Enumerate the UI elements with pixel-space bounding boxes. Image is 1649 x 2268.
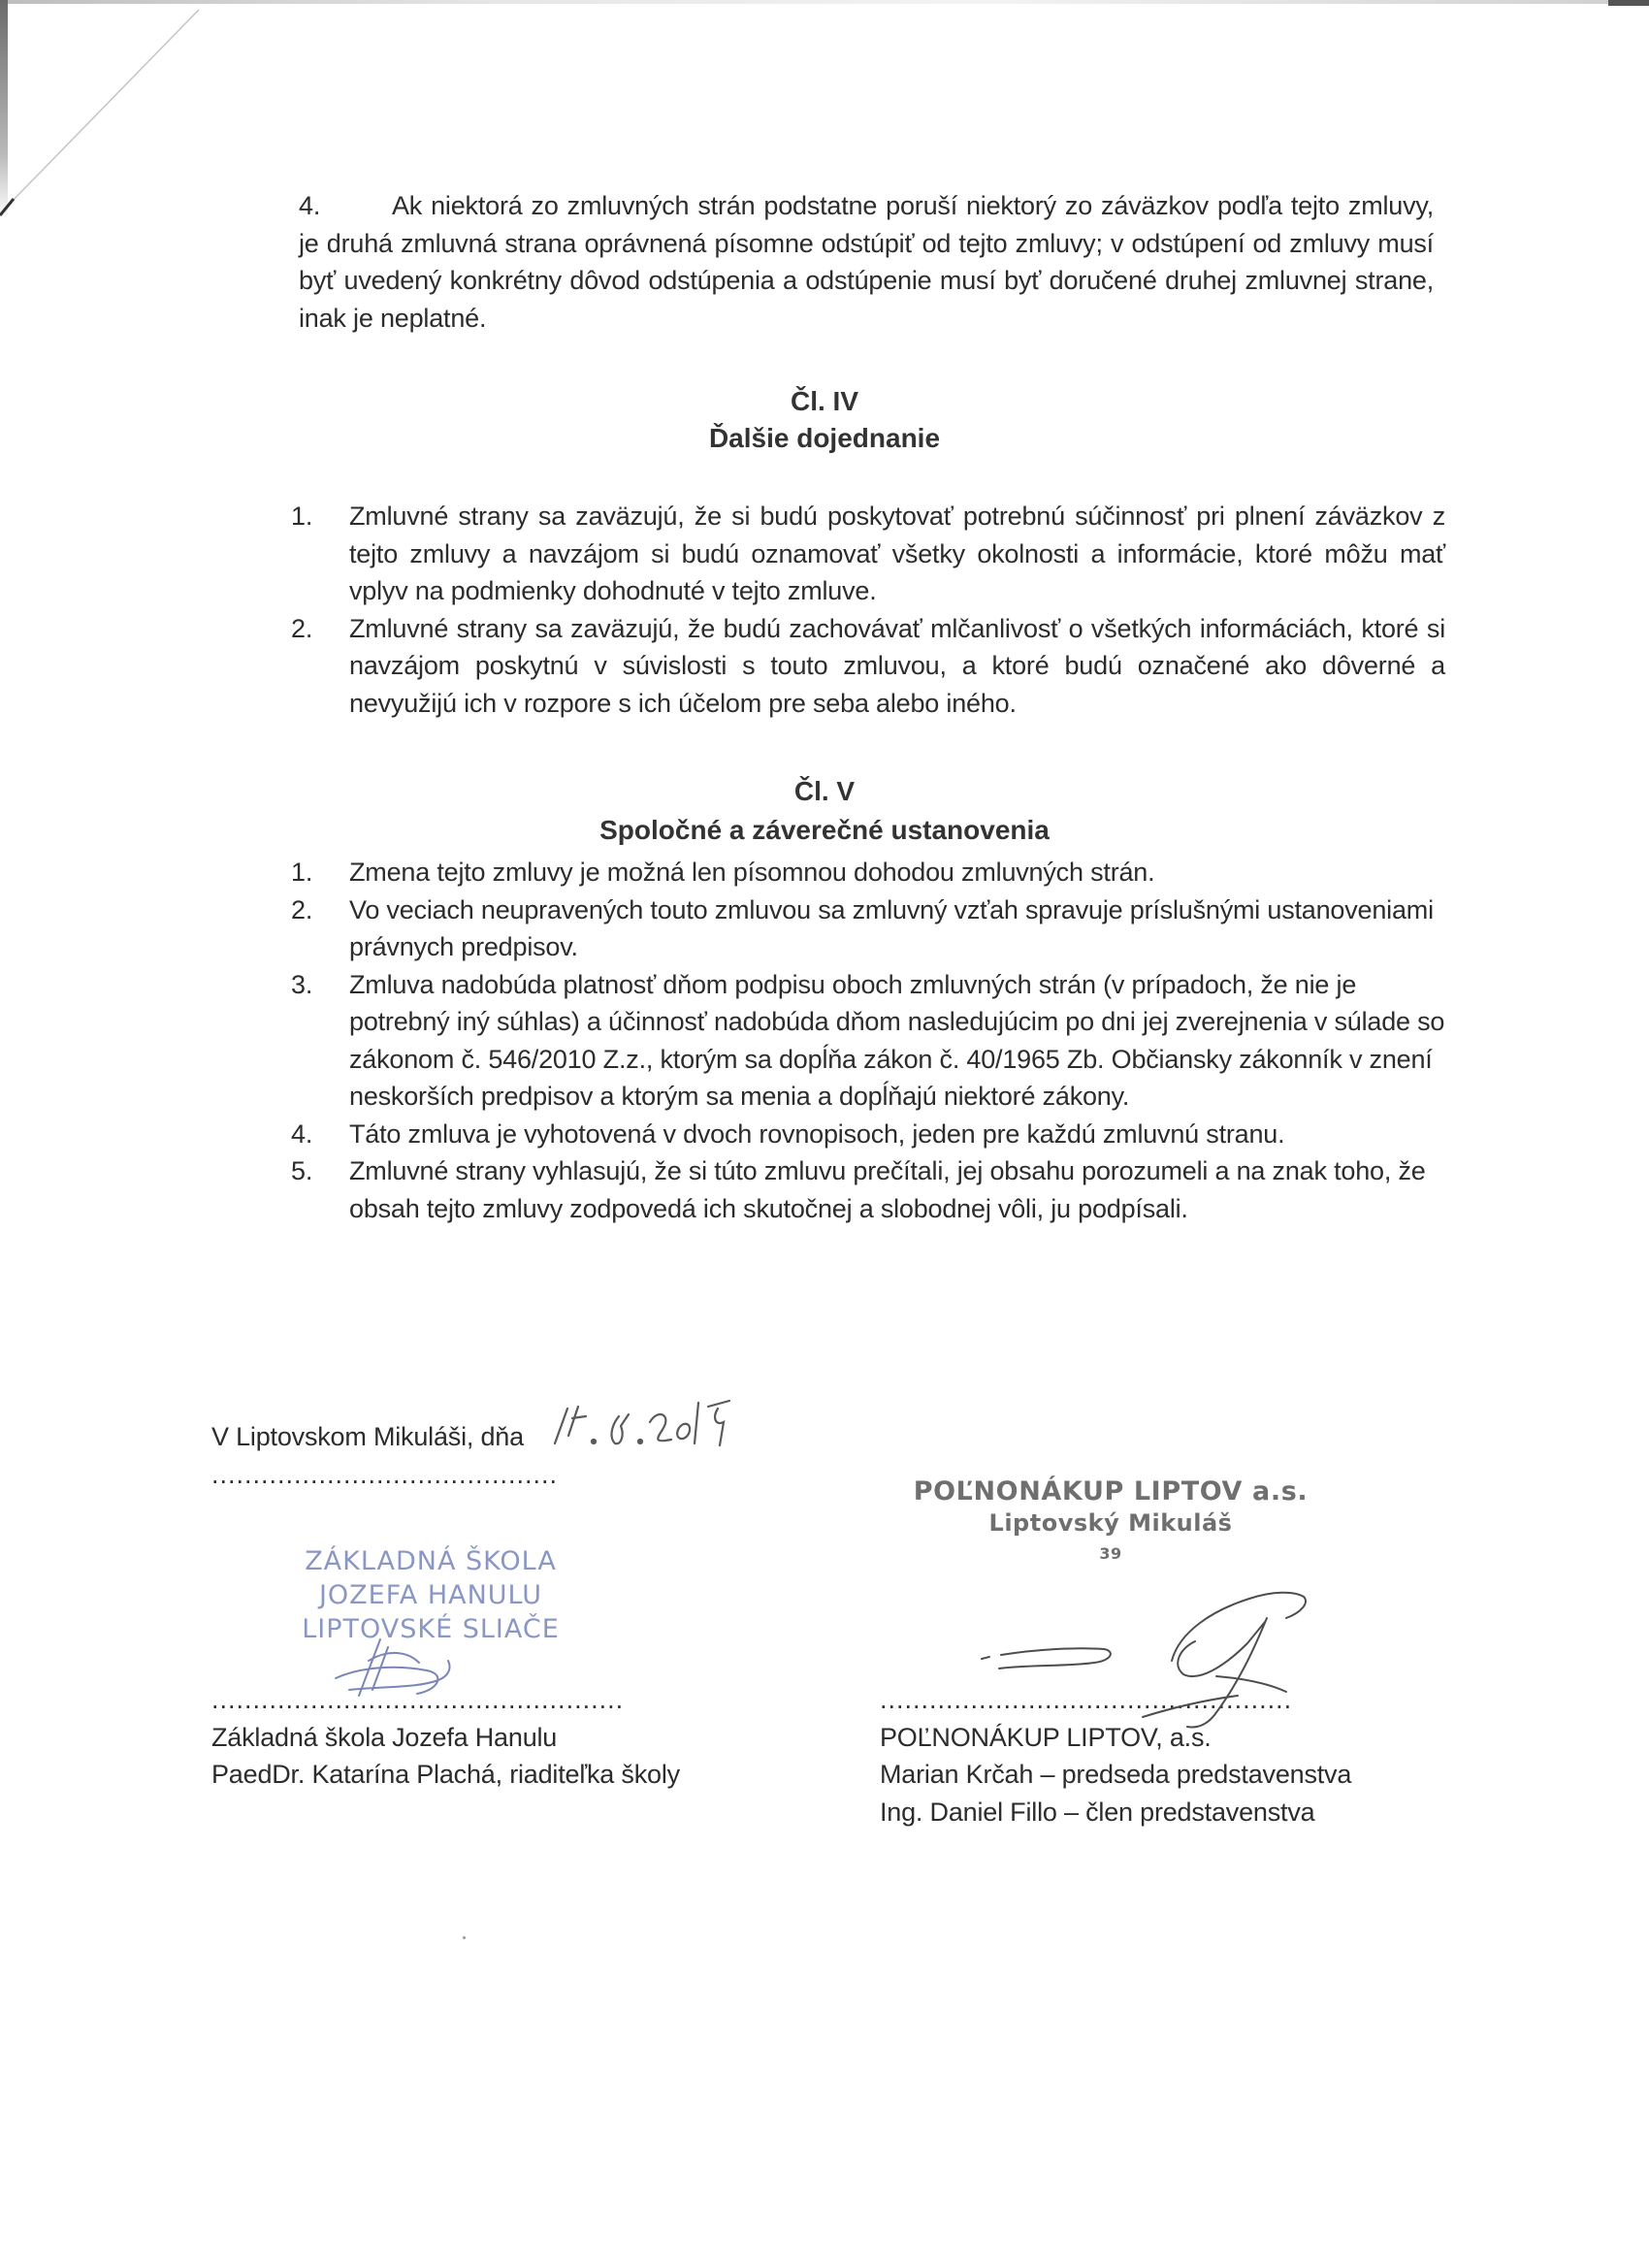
scan-edge-top: [0, 0, 1649, 4]
signing-place-line: [211, 1418, 755, 1493]
list-item: [291, 891, 1445, 966]
item-text: Zmluvné strany vyhlasujú, že si túto zmluvu prečítali, jej obsahu porozumeli a na znak toho, že obsah tejto zmluvy zodpovedá ich skutočnej a slobodnej vôli, ju podpísali.: [349, 1156, 1426, 1223]
signature-dotted-line: ..................................................: [880, 1685, 1293, 1714]
point-number: 4.: [299, 191, 321, 220]
signatory-org: POĽNONÁKUP LIPTOV, a.s.: [880, 1722, 1212, 1752]
scan-speck: [463, 1936, 466, 1939]
item-number: 5.: [291, 1156, 313, 1185]
signing-place: V Liptovskom Mikuláši, dňa: [211, 1422, 524, 1451]
item-number: 3.: [291, 969, 313, 999]
date-dotted-line: ..........................................: [211, 1459, 559, 1489]
point-text: Ak niektorá zo zmluvných strán podstatne poruší niektorý zo záväzkov podľa tejto zmluvy, je druhá zmluvná strana oprávnená písomne odstúpiť od tejto zmluvy; v odstúpení od zmluvy musí byť uvedený konkrétny dôvod odstúpenia a odstúpenie musí byť doručené druhej zmluvnej strane, inak je neplatné.: [299, 191, 1434, 333]
item-text: Zmluvné strany sa zaväzujú, že si budú poskytovať potrebnú súčinnosť pri plnení záväzkov z tejto zmluvy a navzájom si budú oznamovať všetky okolnosti a informácie, ktoré môžu mať vplyv na podmienky dohodnuté v tejto zmluve.: [349, 502, 1445, 605]
stamp-line: LIPTOVSKÉ SLIAČE: [302, 1614, 560, 1644]
signatory-person: Marian Krčah – predseda predstavenstva: [880, 1760, 1352, 1789]
stamp-line: Liptovský Mikuláš: [988, 1509, 1233, 1537]
article4-number: Čl. IV: [790, 386, 858, 416]
stamp-line: ZÁKLADNÁ ŠKOLA: [305, 1546, 557, 1576]
article5-list: [291, 854, 1445, 1227]
list-item: [291, 854, 1445, 891]
item-text: Zmluva nadobúda platnosť dňom podpisu oboch zmluvných strán (v prípadoch, že nie je potrebný iný súhlas) a účinnosť nadobúda dňom nasledujúcim po dni jej zverejnenia v súlade so zákonom č. 546/2010 Z.z., ktorým sa dopĺňa zákon č. 40/1965 Zb. Občiansky zákonník v znení neskorších predpisov a ktorým sa menia a dopĺňajú niektoré zákony.: [349, 969, 1445, 1111]
list-item: [291, 1152, 1445, 1227]
item-number: 2.: [291, 613, 313, 643]
article3-point4: [299, 187, 1434, 337]
stamp-line: 39: [1099, 1544, 1122, 1563]
signatory-org: Základná škola Jozefa Hanulu: [211, 1722, 558, 1752]
signatory-right: [880, 1681, 1481, 1831]
company-stamp: [902, 1476, 1319, 1570]
list-item: [291, 610, 1445, 723]
item-number: 1.: [291, 858, 313, 887]
school-stamp: [285, 1544, 576, 1646]
signatory-left: [211, 1681, 793, 1794]
page-fold-mark: [0, 0, 213, 223]
list-item: [291, 966, 1445, 1116]
list-item: [291, 498, 1445, 610]
item-text: Zmena tejto zmluvy je možná len písomnou dohodou zmluvných strán.: [349, 858, 1155, 887]
stamp-line: JOZEFA HANULU: [318, 1580, 543, 1610]
article4-title: Ďalšie dojednanie: [708, 423, 941, 453]
item-text: Vo veciach neupravených touto zmluvou sa zmluvný vzťah spravuje príslušnými ustanoveniami právnych predpisov.: [349, 894, 1434, 961]
item-number: 2.: [291, 894, 313, 924]
signature-dotted-line: ..................................................: [211, 1685, 625, 1714]
item-text: Zmluvné strany sa zaväzujú, že budú zachovávať mlčanlivosť o všetkých informáciách, ktoré si navzájom poskytnú v súvislosti s touto zmluvou, a ktoré budú označené ako dôverné a nevyužijú ich v rozpore s ich účelom pre seba alebo iného.: [349, 613, 1445, 718]
signatory-person: Ing. Daniel Fillo – člen predstavenstva: [880, 1797, 1315, 1827]
article5-number: Čl. V: [793, 776, 856, 806]
item-number: 4.: [291, 1118, 313, 1149]
stamp-line: POĽNONÁKUP LIPTOV a.s.: [913, 1476, 1309, 1507]
article5-title: Spoločné a záverečné ustanovenia: [599, 815, 1050, 845]
list-item: [291, 1116, 1445, 1153]
item-text: Táto zmluva je vyhotovená v dvoch rovnopisoch, jeden pre každú zmluvnú stranu.: [349, 1118, 1285, 1149]
signatory-person: PaedDr. Katarína Plachá, riaditeľka školy: [211, 1760, 680, 1789]
scan-corner-mark: [1608, 0, 1649, 6]
article4-list: [291, 498, 1445, 722]
item-number: 1.: [291, 502, 313, 531]
